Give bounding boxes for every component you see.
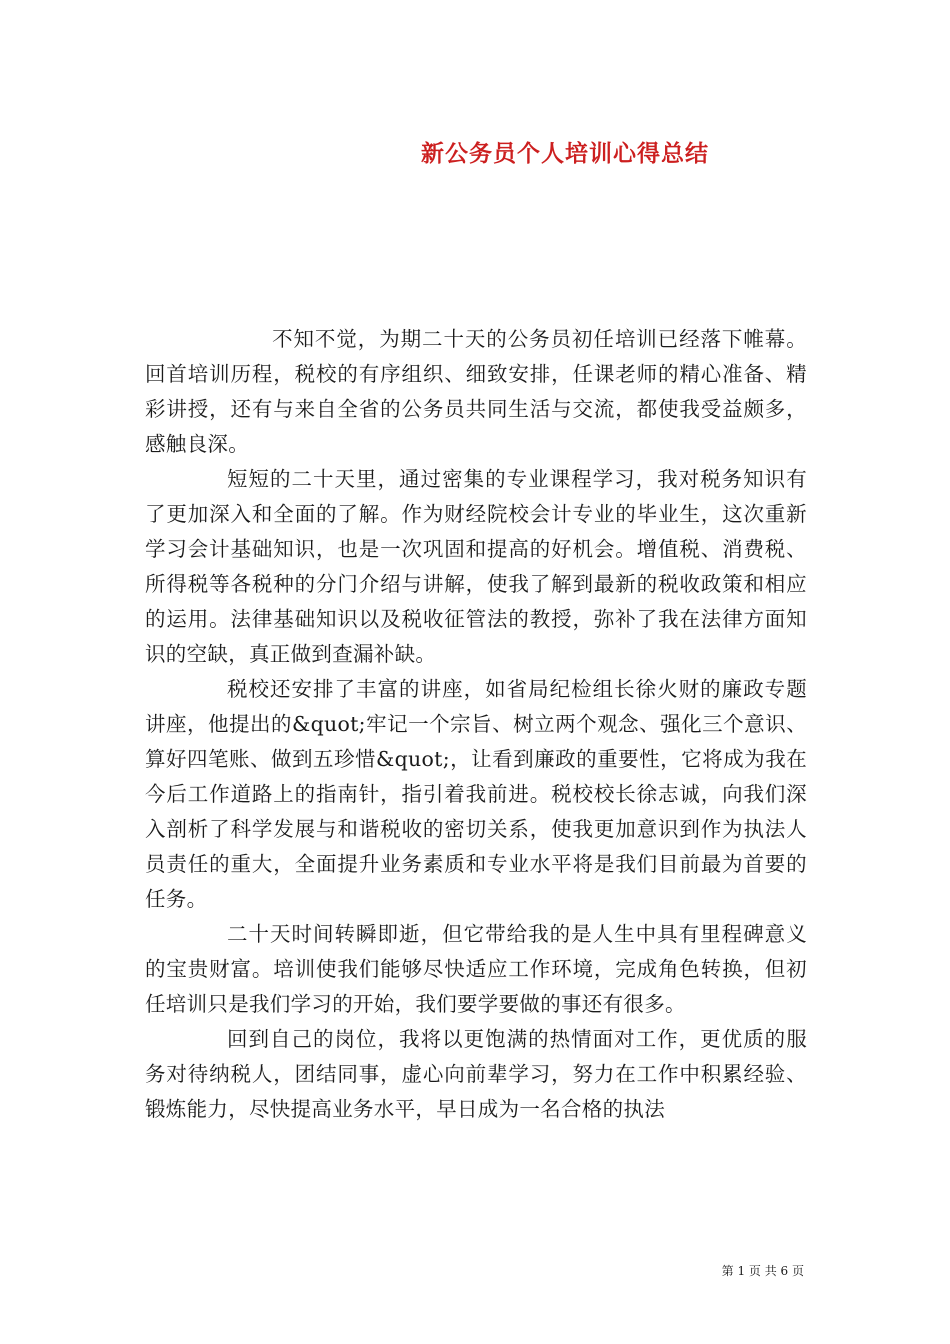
document-body bbox=[145, 322, 807, 1127]
page-number-footer: 第 1 页 共 6 页 bbox=[721, 1264, 804, 1278]
paragraph: 二十天时间转瞬即逝，但它带给我的是人生中具有里程碑意义的宝贵财富。培训使我们能够尽快适应工作环境，完成角色转换，但初任培训只是我们学习的开始，我们要学要做的事还有很多。 bbox=[145, 922, 807, 1016]
paragraph: 回到自己的岗位，我将以更饱满的热情面对工作，更优质的服务对待纳税人，团结同事，虚心向前辈学习，努力在工作中积累经验、锻炼能力，尽快提高业务水平，早日成为一名合格的执法 bbox=[145, 1027, 807, 1121]
paragraph: 不知不觉，为期二十天的公务员初任培训已经落下帷幕。回首培训历程，税校的有序组织、细致安排，任课老师的精心准备、精彩讲授，还有与来自全省的公务员共同生活与交流，都使我受益颇多，感触良深。 bbox=[145, 327, 807, 456]
document-title: 新公务员个人培训心得总结 bbox=[421, 140, 709, 167]
paragraph: 税校还安排了丰富的讲座，如省局纪检组长徐火财的廉政专题讲座，他提出的&quot;牢记一个宗旨、树立两个观念、强化三个意识、算好四笔账、做到五珍惜&quot;，让看到廉政的重要性，它将成为我在今后工作道路上的指南针，指引着我前进。税校校长徐志诚，向我们深入剖析了科学发展与和谐税收的密切关系，使我更加意识到作为执法人员责任的重大，全面提升业务素质和专业水平将是我们目前最为首要的任务。 bbox=[145, 677, 807, 911]
paragraph: 短短的二十天里，通过密集的专业课程学习，我对税务知识有了更加深入和全面的了解。作为财经院校会计专业的毕业生，这次重新学习会计基础知识，也是一次巩固和提高的好机会。增值税、消费税、所得税等各税种的分门介绍与讲解，使我了解到最新的税收政策和相应的运用。法律基础知识以及税收征管法的教授，弥补了我在法律方面知识的空缺，真正做到查漏补缺。 bbox=[145, 467, 807, 666]
